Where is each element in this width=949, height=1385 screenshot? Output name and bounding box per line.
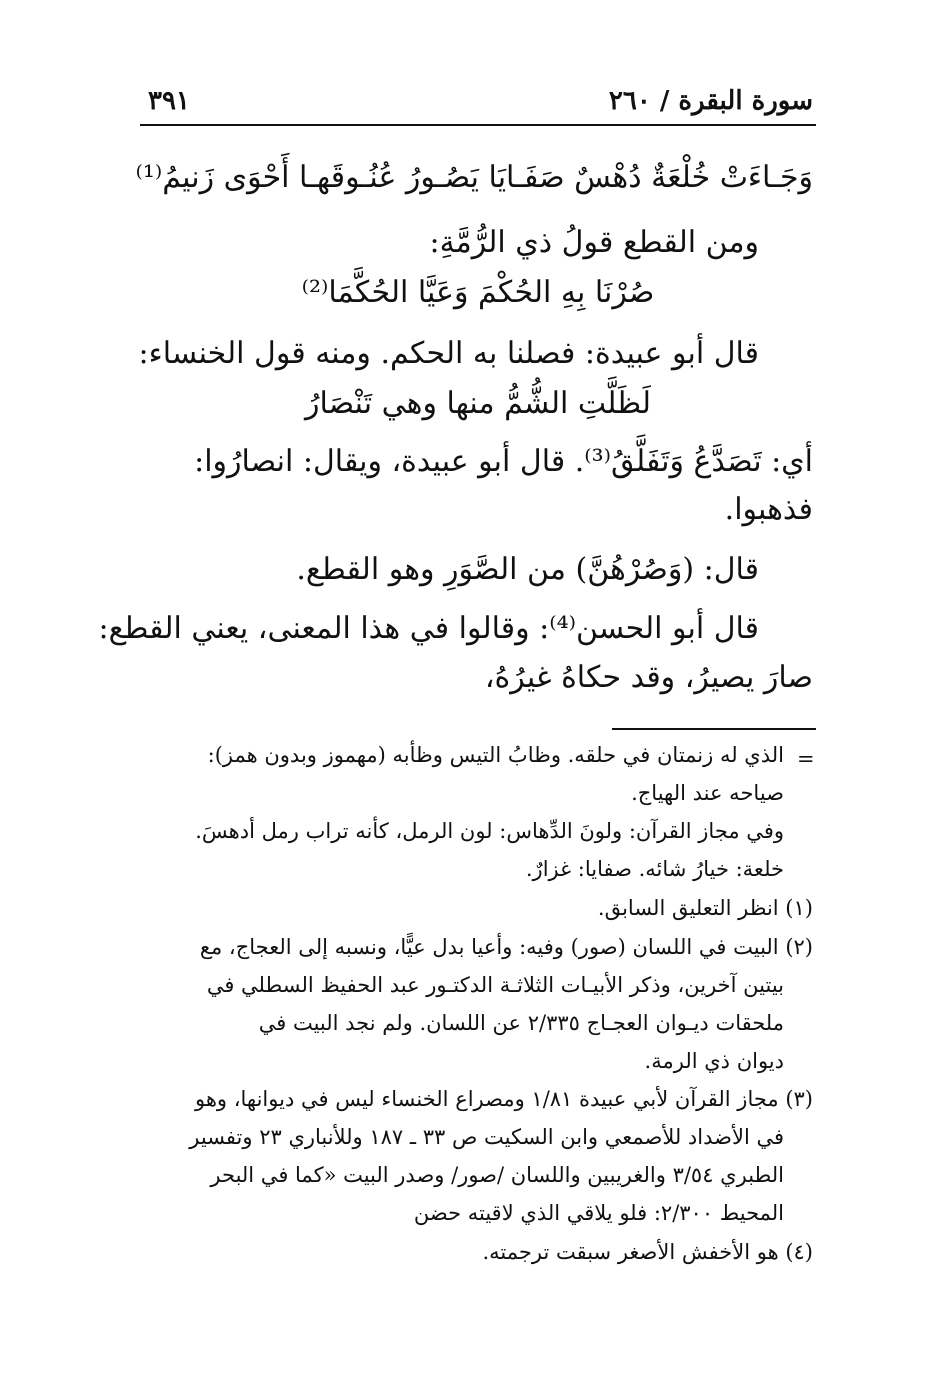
footnote-2-line-3: ملحقات ديـوان العجـاج ٢/٣٣٥ عن اللسان. ولم نجد البيت في [258,1011,784,1035]
footnote-continuation-mark: = [797,747,815,771]
footnote-cont-line-4: خلعة: خيارُ شائه. صفايا: غزارٌ. [525,857,784,881]
verse-3: لَظَلَّتِ الشُّمُّ منها وهي تَنْصَارُ [305,386,651,421]
verse-2: صُرْنَا بِهِ الحُكْمَ وَعَيَّا الحُكَّمَا⁽²⁾ [301,275,655,310]
footnote-cont-line-1: الذي له زنمتان في حلقه. وظابُ التيس وظأبه (مهموز وبدون همز): [207,743,784,767]
footnote-3-line-1: (٣) مجاز القرآن لأبي عبيدة ١/٨١ ومصراع الخنساء ليس في ديوانها، وهو [194,1087,813,1111]
text-line-8: صارَ يصيرُ، وقد حكاهُ غيرُهُ، [484,660,813,695]
text-line-2: ومن القطع قولُ ذي الرُّمَّةِ: [429,225,759,260]
footnote-cont-line-3: وفي مجاز القرآن: ولونَ الدِّهاس: لون الرمل، كأنه تراب رمل أدهسَ. [195,819,784,843]
text-line-3: قال أبو عبيدة: فصلنا به الحكم. ومنه قول الخنساء: [138,336,759,371]
running-title: سورة البقرة / ٢٦٠ [608,86,813,116]
footnote-3-line-2: في الأضداد للأصمعي وابن السكيت ص ٣٣ ـ ١٨٧ وللأنباري ٢٣ وتفسير [189,1125,784,1149]
footnote-4: (٤) هو الأخفش الأصغر سبقت ترجمته. [482,1240,813,1264]
footnote-2-line-1: (٢) البيت في اللسان (صور) وفيه: وأعيا بدل عيًّا، ونسبه إلى العجاج، مع [199,935,813,959]
text-line-4: أي: تَصَدَّعُ وَتَفَلَّقُ⁽³⁾. قال أبو عبيدة، ويقال: انصارُوا: [194,444,813,479]
text-line-5: فذهبوا. [724,492,813,527]
text-line-7: قال أبو الحسن⁽⁴⁾: وقالوا في هذا المعنى، يعني القطع: [98,611,759,646]
footnote-cont-line-2: صياحه عند الهياج. [631,781,784,805]
text-line-6: قال: (وَصُرْهُنَّ) من الصَّوَرِ وهو القطع. [296,552,759,587]
footnote-3-line-3: الطبري ٣/٥٤ والغريبين واللسان /صور/ وصدر البيت «كما في البحر [210,1163,784,1187]
verse-1: وَجَـاءَتْ خُلْعَةٌ دُهْسٌ صَفَـايَا يَصُـورُ عُنُـوقَهـا أَحْوَى زَنيمُ⁽¹⁾ [135,160,813,195]
footnote-2-line-4: ديوان ذي الرمة. [644,1049,784,1073]
page-number: ٣٩١ [148,86,190,116]
footnote-2-line-2: بيتين آخرين، وذكر الأبيـات الثلاثـة الدكتـور عبد الحفيظ السطلي في [206,973,784,997]
footnote-1: (١) انظر التعليق السابق. [597,896,813,920]
header-rule [140,124,816,126]
footnote-rule [612,728,816,730]
footnote-3-line-4: المحيط ٢/٣٠٠: فلو يلاقي الذي لاقيته حضن [413,1201,784,1225]
